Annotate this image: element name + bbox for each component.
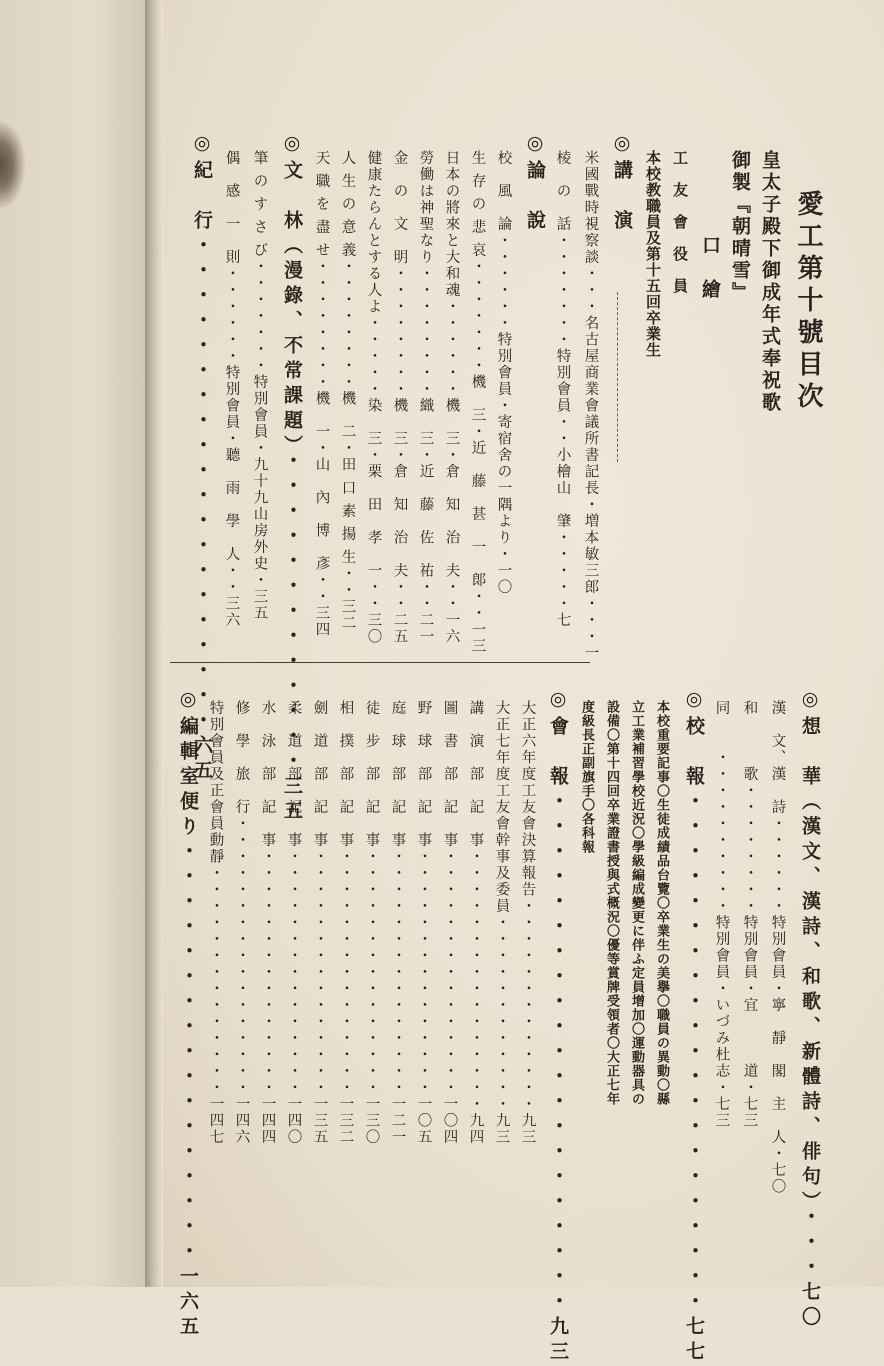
toc-entry: 米國戰時視察談・・・名古屋商業會議所書記長・増本敏三郎・・・一 — [582, 150, 599, 662]
toc-entry: 劍 道 部 記 事・・・・・・・・・・・・・・・一三五 — [311, 700, 328, 1146]
toc-entry: ◎講 演 — [611, 132, 633, 235]
toc-entry: 同 ・・・・・・・・・・特別會員・いづみ杜志・七三 — [713, 700, 730, 1129]
toc-entry: 講 演 部 記 事・・・・・・・・・・・・・・・・九四 — [467, 700, 484, 1146]
toc-entry: 天 職 を 盡 せ・・・・・・・・機 一・山 內 博 彥・・三四 — [313, 150, 330, 639]
toc-entry: 本校重要記事〇生徒成績品台覽〇卒業生の美擧〇職員の異動〇縣 — [654, 700, 669, 1106]
toc-entry: 修 學 旅 行・・・・・・・・・・・・・・・・・一四六 — [233, 700, 250, 1146]
toc-entry: ◎文 林（漫錄、不常課題）・・・・・・・・・・・・・三五 — [281, 132, 303, 826]
toc-entry: 柔 道 部 記 事・・・・・・・・・・・・・・・一四〇 — [285, 700, 302, 1146]
toc-entry: 特別會員及正會員動靜・・・・・・・・・・・・・・一四七 — [207, 700, 224, 1146]
toc-entry: ◎編輯室便り・・・・・・・・・・・・・・・・・一六五 — [177, 688, 199, 1341]
toc-entry: 校 風 論・・・・・・特別會員・寄宿舍の一隅より・一〇 — [495, 150, 512, 596]
toc-entry: 日本の將來と大和魂・・・・・・機 三・倉 知 治 夫・・一六 — [443, 150, 460, 645]
toc-entry: 健康たらんとする人よ・・・・・染 三・栗 田 孝 一・・三〇 — [365, 150, 382, 645]
toc-entry: ◎想 華（漢文、漢詩、和歌、新體詩、俳句）・・・七〇 — [799, 688, 821, 1332]
toc-entry: 偶 感 一 則・・・・・・特別會員・聽 雨 學 人・・三六 — [223, 150, 240, 629]
toc-entry: ◎會 報・・・・・・・・・・・・・・・・・・・・・九三 — [547, 688, 569, 1366]
toc-entry: 棱 の 話・・・・・・・特別會員・・小檜山 肇・・・・・七 — [554, 150, 571, 629]
toc-entry: ◎校 報・・・・・・・・・・・・・・・・・・・・・七七 — [683, 688, 705, 1366]
toc-entry: 御製『朝晴雪』 — [729, 150, 751, 304]
section-divider — [170, 662, 590, 663]
toc-entry: 大正六年度工友會決算報告・・・・・・・・・・・・・九三 — [519, 700, 536, 1146]
toc-entry: 筆 の す さ び・・・・・・・特別會員・九十九山房外史・三五 — [251, 150, 268, 622]
wavy-rule — [617, 292, 618, 462]
toc-entry: 大正七年度工友會幹事及委員・・・・・・・・・・・・九三 — [493, 700, 510, 1146]
toc-entry: ◎論 說 — [524, 132, 546, 235]
decorative-ornament — [0, 120, 26, 210]
toc-entry: 金 の 文 明・・・・・・・・機 三・倉 知 治 夫・・二五 — [391, 150, 408, 645]
toc-entry: 度級長正副旗手〇各科報 — [579, 700, 594, 854]
toc-entry: 本校教職員及第十五回卒業生 — [644, 150, 662, 358]
toc-entry: 圖 書 部 記 事・・・・・・・・・・・・・・・一〇四 — [441, 700, 458, 1146]
toc-entry: 立工業補習學校近況〇學級編成變更に伴ふ定員增加〇運動器具の — [629, 700, 644, 1106]
toc-entry: 徒 步 部 記 事・・・・・・・・・・・・・・・一三〇 — [363, 700, 380, 1146]
toc-entry: 生 存 の 悲 哀・・・・・・・機 三・近 藤 甚 一 郞・・一三 — [469, 150, 486, 655]
toc-entry: 漢 文、漢 詩・・・・・・特別會員・寧 靜 閣 主 人・七〇 — [769, 700, 786, 1195]
toc-entry: 水 泳 部 記 事・・・・・・・・・・・・・・・一四四 — [259, 700, 276, 1146]
toc-entry: 工 友 會 役 員 — [671, 150, 689, 294]
toc-entry: 勞働は神聖なり・・・・・・・・織 三・近 藤 佐 祐・・二一 — [417, 150, 434, 645]
toc-entry: 皇太子殿下御成年式奉祝歌 — [759, 150, 781, 414]
left-page-edge — [0, 0, 150, 1287]
page-title: 愛工第十號目次 — [793, 190, 823, 414]
toc-entry: 和 歌・・・・・・・・特別會員・宜 道・七三 — [741, 700, 758, 1129]
toc-entry: 野 球 部 記 事・・・・・・・・・・・・・・・一〇五 — [415, 700, 432, 1146]
book-spine — [145, 0, 163, 1287]
toc-entry: 設備〇第十四回卒業證書授與式概況〇優等賞牌受領者〇大正七年 — [604, 700, 619, 1106]
toc-entry: 人 生 の 意 義・・・・・・・・機 二・田 口 素 揚 生・・三二 — [339, 150, 356, 632]
toc-entry: 口 繪 — [699, 235, 721, 301]
toc-entry: 相 撲 部 記 事・・・・・・・・・・・・・・・一三二 — [337, 700, 354, 1146]
toc-entry: ◎紀 行・・・・・・・・・・・・・・・・・・・・六五 — [191, 132, 213, 785]
toc-entry: 庭 球 部 記 事・・・・・・・・・・・・・・・一二一 — [389, 700, 406, 1146]
